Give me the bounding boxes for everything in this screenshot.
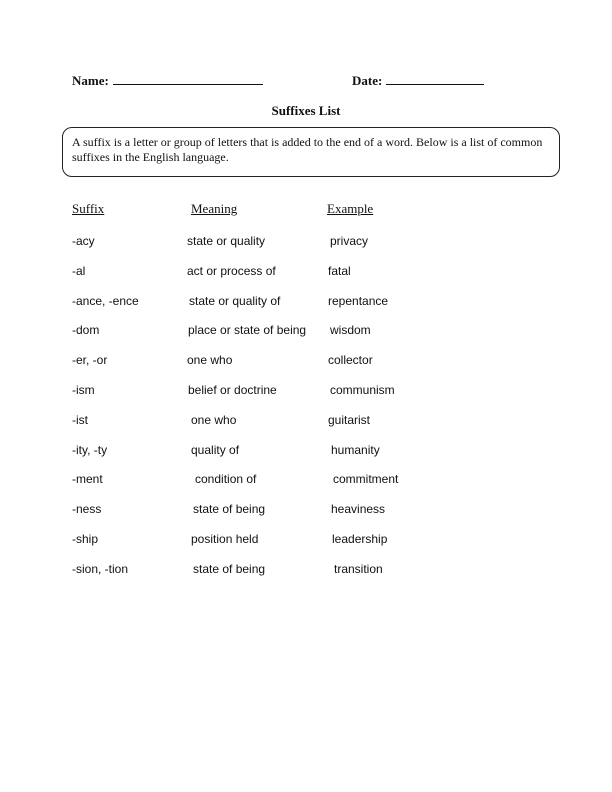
meaning-cell: quality of <box>191 443 240 457</box>
example-cell: guitarist <box>328 413 371 427</box>
column-header-meaning: Meaning <box>191 201 238 216</box>
example-cell: privacy <box>330 234 369 248</box>
intro-box <box>62 127 560 177</box>
column-header-example: Example <box>327 201 374 216</box>
suffix-cell: -ism <box>72 383 95 397</box>
suffix-cell: -ness <box>72 502 102 516</box>
suffix-cell: -acy <box>72 234 95 248</box>
meaning-cell: place or state of being <box>188 323 307 337</box>
meaning-cell: condition of <box>195 472 257 486</box>
example-cell: leadership <box>332 532 388 546</box>
example-cell: communism <box>330 383 395 397</box>
example-cell: heaviness <box>331 502 386 516</box>
suffix-cell: -ance, -ence <box>72 294 139 308</box>
meaning-cell: state of being <box>193 562 266 576</box>
meaning-cell: act or process of <box>187 264 276 278</box>
meaning-cell: state of being <box>193 502 266 516</box>
example-cell: wisdom <box>330 323 371 337</box>
date-field <box>352 72 484 89</box>
example-cell: fatal <box>328 264 351 278</box>
suffix-cell: -ship <box>72 532 99 546</box>
meaning-cell: one who <box>191 413 237 427</box>
suffix-cell: -al <box>72 264 86 278</box>
meaning-cell: state or quality <box>187 234 266 248</box>
example-cell: humanity <box>331 443 380 457</box>
name-field <box>72 72 263 89</box>
suffix-cell: -dom <box>72 323 100 337</box>
date-blank-line[interactable] <box>386 72 484 85</box>
example-cell: commitment <box>333 472 399 486</box>
suffix-cell: -ity, -ty <box>72 443 108 457</box>
example-cell: transition <box>334 562 383 576</box>
intro-text: A suffix is a letter or group of letters that is added to the end of a word. Below is a list of common suffixes in the English language. <box>72 135 543 164</box>
meaning-cell: belief or doctrine <box>188 383 277 397</box>
page-title: Suffixes List <box>271 103 341 118</box>
meaning-cell: one who <box>187 353 233 367</box>
suffix-cell: -sion, -tion <box>72 562 129 576</box>
date-label: Date: <box>352 73 383 88</box>
name-blank-line[interactable] <box>113 72 263 85</box>
column-header-suffix: Suffix <box>72 201 105 216</box>
meaning-cell: position held <box>191 532 259 546</box>
meaning-cell: state or quality of <box>189 294 281 308</box>
example-cell: collector <box>328 353 373 367</box>
suffix-cell: -ist <box>72 413 88 427</box>
suffix-cell: -er, -or <box>72 353 108 367</box>
example-cell: repentance <box>328 294 389 308</box>
worksheet-header <box>0 72 612 90</box>
suffix-cell: -ment <box>72 472 103 486</box>
name-label: Name: <box>72 73 109 88</box>
